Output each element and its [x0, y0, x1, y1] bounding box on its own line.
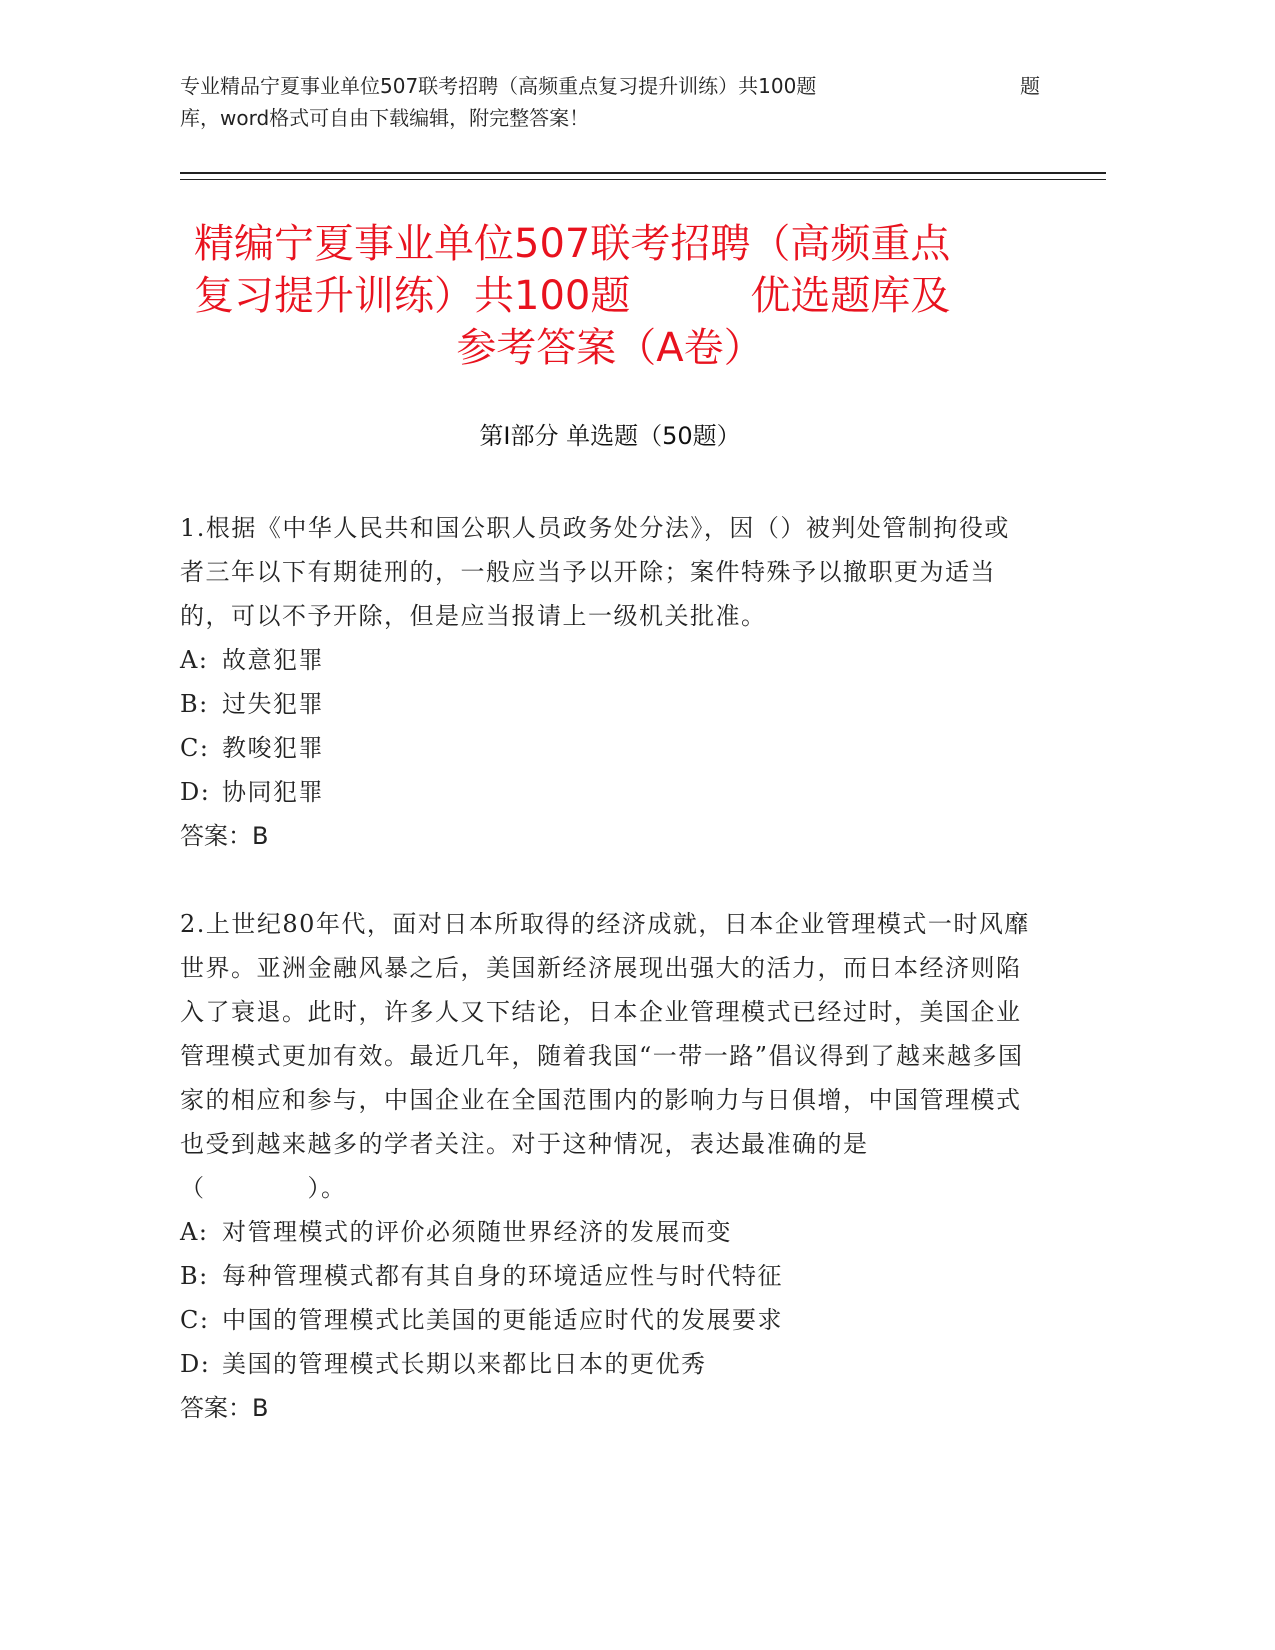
document-title-line-1: 精编宁夏事业单位507联考招聘（高频重点 [194, 221, 951, 267]
header-divider-thick [180, 172, 1106, 174]
option-d [180, 770, 1030, 814]
question-1 [180, 506, 1030, 858]
option-b [180, 682, 1030, 726]
option-text: 对管理模式的评价必须随世界经济的发展而变 [222, 1218, 732, 1246]
option-text: 每种管理模式都有其自身的环境适应性与时代特征 [222, 1262, 783, 1290]
document-title [180, 218, 1040, 374]
document-title-line-3: 参考答案（A卷） [456, 325, 764, 371]
document-title-line-2: 复习提升训练）共100题 优选题库及 [194, 273, 951, 319]
option-key: D: [180, 1350, 211, 1378]
answer: 答案：B [180, 1394, 269, 1422]
option-key: A: [180, 646, 209, 674]
question-list [180, 506, 1030, 1430]
option-text: 协同犯罪 [222, 778, 324, 806]
option-key: A: [180, 1218, 209, 1246]
option-c [180, 726, 1030, 770]
option-c [180, 1298, 1030, 1342]
option-text: 中国的管理模式比美国的更能适应时代的发展要求 [222, 1306, 783, 1334]
option-text: 过失犯罪 [222, 690, 324, 718]
question-2 [180, 902, 1030, 1430]
option-text: 教唆犯罪 [222, 734, 324, 762]
option-key: B: [180, 1262, 209, 1290]
option-a [180, 1210, 1030, 1254]
option-key: C: [180, 734, 210, 762]
question-stem: 2.上世纪80年代，面对日本所取得的经济成就，日本企业管理模式一时风靡世界。亚洲金融风暴之后，美国新经济展现出强大的活力，而日本经济则陷入了衰退。此时，许多人又下结论，日本企业管理模式已经过时，美国企业管理模式更加有效。最近几年，随着我国“一带一路”倡议得到了越来越多国家的相应和参与，中国企业在全国范围内的影响力与日俱增，中国管理模式也受到越来越多的学者关注。对于这种情况，表达最准确的是（ ）。 [180, 910, 1030, 1202]
header-divider-thin [180, 179, 1106, 180]
question-stem: 1.根据《中华人民共和国公职人员政务处分法》，因（）被判处管制拘役或者三年以下有期徒刑的，一般应当予以开除；案件特殊予以撤职更为适当的，可以不予开除，但是应当报请上一级机关批准。 [180, 514, 1010, 630]
page-header [180, 70, 1040, 134]
header-line-1-right: 题 [1020, 74, 1040, 98]
option-key: C: [180, 1306, 210, 1334]
answer: 答案：B [180, 822, 269, 850]
header-line-1: 专业精品宁夏事业单位507联考招聘（高频重点复习提升训练）共100题 [180, 74, 817, 98]
option-d [180, 1342, 1030, 1386]
option-a [180, 638, 1030, 682]
header-line-2: 库，word格式可自由下载编辑，附完整答案！ [180, 106, 590, 130]
option-text: 美国的管理模式长期以来都比日本的更优秀 [222, 1350, 707, 1378]
option-key: B: [180, 690, 209, 718]
option-key: D: [180, 778, 211, 806]
section-title: 第I部分 单选题（50题） [479, 422, 741, 450]
option-text: 故意犯罪 [222, 646, 324, 674]
option-b [180, 1254, 1030, 1298]
